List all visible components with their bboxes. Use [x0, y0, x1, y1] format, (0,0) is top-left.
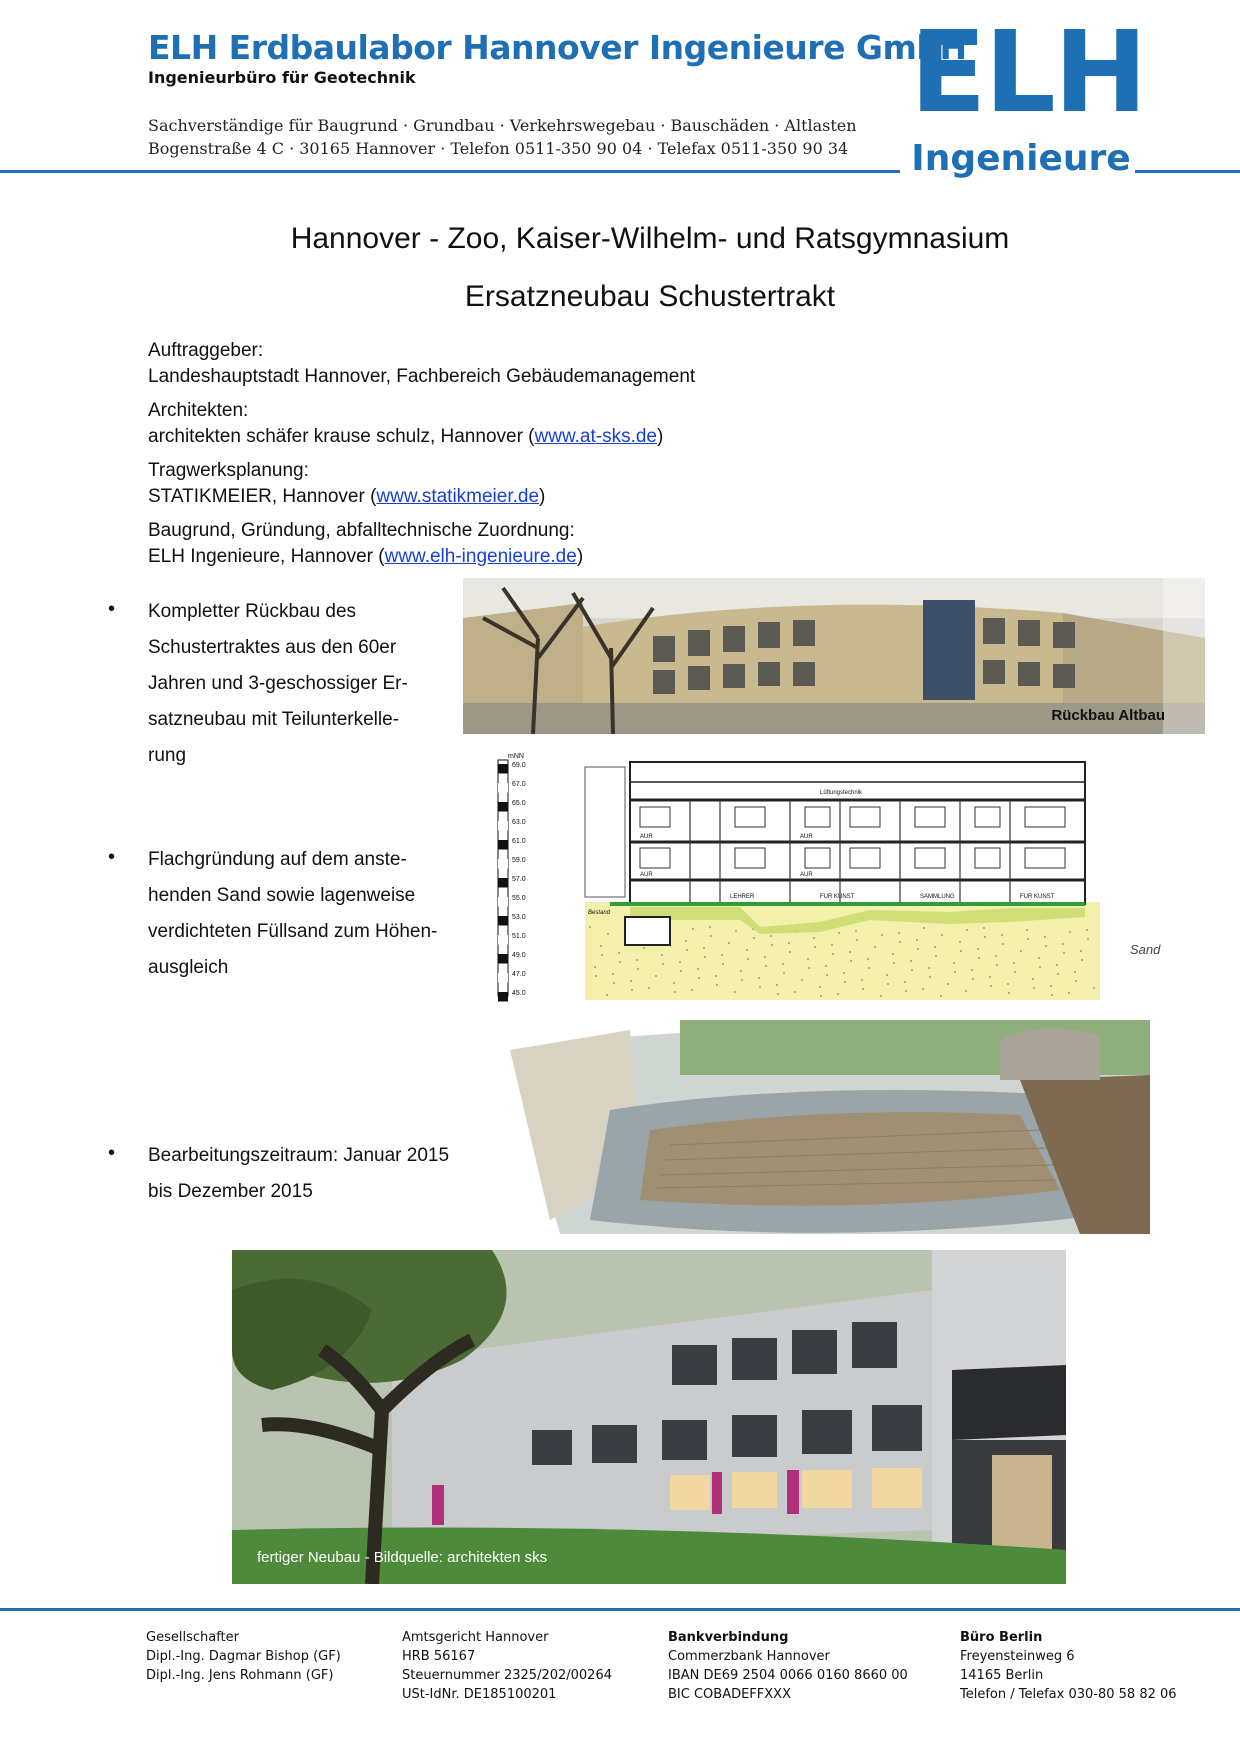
- soil-dot: [990, 985, 992, 987]
- soil-dot: [759, 986, 761, 988]
- soil-dot: [996, 964, 998, 966]
- scale-segment: [498, 954, 508, 964]
- soil-dot: [989, 976, 991, 978]
- soil-dot: [662, 963, 664, 965]
- soil-dot: [782, 963, 784, 965]
- soil-dot: [1093, 987, 1095, 989]
- soil-dot: [861, 979, 863, 981]
- header-rule-right: [1135, 170, 1240, 173]
- soil-dot: [613, 982, 615, 984]
- logo-sub: Ingenieure: [911, 138, 1131, 179]
- soil-dot: [661, 954, 663, 956]
- structural-text: STATIKMEIER, Hannover (: [148, 486, 377, 507]
- bullet-marker-3: •: [108, 1142, 116, 1164]
- soil-dot: [704, 956, 706, 958]
- soil-dot: [826, 974, 828, 976]
- footer-line: BIC COBADEFFXXX: [668, 1687, 791, 1702]
- logo-main: ELH: [910, 8, 1146, 138]
- bullet-line: satzneubau mit Teilunterkelle-: [148, 709, 400, 730]
- soil-dot: [814, 946, 816, 948]
- soil-dot: [960, 950, 962, 952]
- bullet-line: henden Sand sowie lagenweise: [148, 885, 416, 906]
- architects-block: [148, 398, 848, 450]
- scale-segment: [498, 802, 508, 812]
- soil-dot: [606, 994, 608, 996]
- soil-dot: [607, 933, 609, 935]
- bullet-line: Schustertraktes aus den 60er: [148, 637, 397, 658]
- room-label: FUR KUNST: [1020, 894, 1055, 900]
- footer-partners: [146, 1628, 341, 1685]
- soil-dot: [735, 930, 737, 932]
- soil-dot: [1045, 945, 1047, 947]
- soil-dot: [843, 972, 845, 974]
- soil-dot: [983, 927, 985, 929]
- soil-dot: [777, 993, 779, 995]
- scale-unit: mNN: [508, 753, 524, 760]
- caption-demolition: Rückbau Altbau: [1051, 707, 1165, 724]
- soil-dot: [619, 961, 621, 963]
- soil-dot: [789, 951, 791, 953]
- soil-dot: [734, 991, 736, 993]
- footer-line: Freyensteinweg 6: [960, 1649, 1075, 1664]
- soil-dot: [691, 989, 693, 991]
- soil-dot: [710, 935, 712, 937]
- bullet-marker-2: •: [108, 846, 116, 868]
- soil-dot: [923, 927, 925, 929]
- soil-dot: [850, 960, 852, 962]
- bullet-line: Flachgründung auf dem anste-: [148, 849, 407, 870]
- soil-dot: [922, 988, 924, 990]
- architects-link[interactable]: www.at-sks.de: [534, 426, 657, 447]
- soil-dot: [856, 939, 858, 941]
- architects-close: ): [657, 426, 664, 447]
- scale-segment: [498, 992, 508, 1002]
- soil-dot: [940, 995, 942, 997]
- soil-dot: [1062, 943, 1064, 945]
- page-title: Hannover - Zoo, Kaiser-Wilhelm- und Ratsgymnasium: [290, 222, 1010, 255]
- soil-dot: [844, 981, 846, 983]
- footer-heading: Bankverbindung: [668, 1630, 789, 1645]
- bullet-period: [148, 1138, 468, 1210]
- room-label: AUR: [800, 872, 813, 878]
- soil-dot: [820, 995, 822, 997]
- room-label: SAMMLUNG: [920, 894, 955, 900]
- soil-dot: [618, 952, 620, 954]
- soil-dot: [673, 982, 675, 984]
- footer-line: Gesellschafter: [146, 1630, 239, 1645]
- scale-segment: [498, 821, 508, 831]
- footer-line: HRB 56167: [402, 1649, 476, 1664]
- footer-heading: Büro Berlin: [960, 1630, 1043, 1645]
- photo-excavation: [500, 1020, 1150, 1234]
- existing-label: Bestand: [588, 910, 611, 916]
- soil-dot: [904, 981, 906, 983]
- client-value: Landeshauptstadt Hannover, Fachbereich Gebäudemanagement: [148, 366, 696, 387]
- soil-dot: [1057, 973, 1059, 975]
- geotech-text: ELH Ingenieure, Hannover (: [148, 546, 385, 567]
- address-line: Bogenstraße 4 C · 30165 Hannover · Telefon 0511-350 90 04 · Telefax 0511-350 90 34: [148, 139, 849, 158]
- soil-dot: [977, 948, 979, 950]
- soil-dot: [959, 941, 961, 943]
- bullet-line: rung: [148, 745, 187, 766]
- soil-dot: [747, 958, 749, 960]
- soil-dot: [776, 984, 778, 986]
- soil-dot: [1033, 987, 1035, 989]
- soil-dot: [1032, 978, 1034, 980]
- footer-line: USt-IdNr. DE185100201: [402, 1687, 557, 1702]
- company-subtitle: Ingenieurbüro für Geotechnik: [148, 68, 416, 87]
- soil-dot: [941, 934, 943, 936]
- soil-dot: [874, 946, 876, 948]
- soil-dot: [849, 951, 851, 953]
- soil-dot: [709, 926, 711, 928]
- scale-label: 67.0: [512, 781, 526, 788]
- soil-dot: [741, 979, 743, 981]
- photo-demolition: [463, 578, 1205, 734]
- soil-dot: [595, 975, 597, 977]
- soil-dot: [808, 967, 810, 969]
- soil-dot: [881, 934, 883, 936]
- soil-dot: [892, 953, 894, 955]
- soil-dot: [1027, 938, 1029, 940]
- soil-dot: [630, 980, 632, 982]
- soil-dot: [916, 939, 918, 941]
- structural-label: Tragwerksplanung:: [148, 460, 309, 481]
- soil-dot: [655, 975, 657, 977]
- soil-dot: [929, 976, 931, 978]
- scale-segment: [498, 973, 508, 983]
- soil-dot: [674, 991, 676, 993]
- soil-dot: [972, 978, 974, 980]
- soil-dot: [600, 945, 602, 947]
- soil-dot: [753, 937, 755, 939]
- structural-close: ): [539, 486, 546, 507]
- soil-dot: [905, 990, 907, 992]
- soil-dot: [886, 974, 888, 976]
- soil-dot: [1063, 952, 1065, 954]
- scale-label: 61.0: [512, 838, 526, 845]
- soil-dot: [636, 959, 638, 961]
- scale-label: 49.0: [512, 952, 526, 959]
- caption-new-building: fertiger Neubau - Bildquelle: architekten sks: [257, 1549, 548, 1566]
- soil-dot: [1080, 950, 1082, 952]
- room-label: FUR KUNST: [820, 894, 855, 900]
- soil-dot: [899, 941, 901, 943]
- soil-dot: [867, 958, 869, 960]
- soil-dot: [807, 958, 809, 960]
- soil-dot: [758, 977, 760, 979]
- soil-dot: [1008, 992, 1010, 994]
- soil-dot: [965, 990, 967, 992]
- scale-label: 59.0: [512, 857, 526, 864]
- soil-dot: [1056, 964, 1058, 966]
- soil-dot: [1069, 931, 1071, 933]
- soil-dot: [715, 975, 717, 977]
- room-label: AUR: [640, 872, 653, 878]
- soil-dot: [1001, 934, 1003, 936]
- soil-dot: [825, 965, 827, 967]
- soil-dot: [910, 960, 912, 962]
- scale-label: 53.0: [512, 914, 526, 921]
- architects-value: [148, 424, 848, 450]
- soil-dot: [880, 995, 882, 997]
- soil-dot: [746, 949, 748, 951]
- room-label: LEHRER: [730, 894, 755, 900]
- soil-dot: [594, 966, 596, 968]
- architects-text: architekten schäfer krause schulz, Hannover (: [148, 426, 535, 447]
- soil-dot: [601, 954, 603, 956]
- footer-rule: [0, 1608, 1240, 1611]
- soil-dot: [978, 957, 980, 959]
- section-drawing: [490, 752, 1210, 1004]
- scale-segment: [498, 764, 508, 774]
- scale-label: 55.0: [512, 895, 526, 902]
- bullet-foundation: [148, 842, 468, 986]
- soil-dot: [971, 969, 973, 971]
- soil-dot: [716, 984, 718, 986]
- scale-label: 65.0: [512, 800, 526, 807]
- bullet-marker-1: •: [108, 598, 116, 620]
- footer-line: IBAN DE69 2504 0066 0160 8660 00: [668, 1668, 908, 1683]
- soil-dot: [1007, 983, 1009, 985]
- geotech-block: [148, 518, 848, 570]
- footer-bank: [668, 1628, 908, 1704]
- soil-dot: [953, 962, 955, 964]
- scale-label: 47.0: [512, 971, 526, 978]
- photo-new-building-graphic: [232, 1250, 1066, 1584]
- soil-dot: [898, 932, 900, 934]
- soil-dot: [862, 988, 864, 990]
- scale-segment: [498, 878, 508, 888]
- soil-dot: [589, 926, 591, 928]
- soil-dot: [1044, 936, 1046, 938]
- company-name: ELH Erdbaulabor Hannover Ingenieure GmbH: [148, 28, 967, 67]
- soil-dot: [686, 949, 688, 951]
- soil-dot: [1002, 943, 1004, 945]
- soil-dot: [893, 962, 895, 964]
- scale-segment: [498, 897, 508, 907]
- footer-line: Dipl.-Ing. Dagmar Bishop (GF): [146, 1649, 341, 1664]
- soil-dot: [928, 967, 930, 969]
- scale-label: 69.0: [512, 762, 526, 769]
- architects-label: Architekten:: [148, 400, 249, 421]
- bullet-line: Jahren und 3-geschossiger Er-: [148, 673, 408, 694]
- footer-registry: [402, 1628, 612, 1704]
- geotech-label: Baugrund, Gründung, abfalltechnische Zuordnung:: [148, 520, 575, 541]
- bullet-line: Bearbeitungszeitraum: Januar 2015: [148, 1145, 450, 1166]
- bullet-line: verdichteten Füllsand zum Höhen-: [148, 921, 438, 942]
- geotech-link[interactable]: www.elh-ingenieure.de: [384, 546, 577, 567]
- structural-block: [148, 458, 848, 510]
- soil-dot: [954, 971, 956, 973]
- soil-dot: [771, 944, 773, 946]
- soil-dot: [819, 986, 821, 988]
- bullet-line: Kompletter Rückbau des: [148, 601, 357, 622]
- soil-dot: [911, 969, 913, 971]
- soil-dot: [679, 961, 681, 963]
- page-subtitle: Ersatzneubau Schustertrakt: [464, 280, 836, 313]
- soil-dot: [722, 963, 724, 965]
- soil-dot: [1020, 950, 1022, 952]
- soil-dot: [1050, 985, 1052, 987]
- soil-dot: [698, 977, 700, 979]
- roof-label: Lüftungstechnik: [820, 790, 863, 796]
- footer-line: 14165 Berlin: [960, 1668, 1044, 1683]
- scale-segment: [498, 840, 508, 850]
- soil-dot: [765, 965, 767, 967]
- soil-dot: [643, 947, 645, 949]
- scale-label: 51.0: [512, 933, 526, 940]
- soil-dot: [697, 968, 699, 970]
- bullet-demolition: [148, 594, 468, 774]
- soil-dot: [685, 940, 687, 942]
- services-line: Sachverständige für Baugrund · Grundbau · Verkehrswegebau · Bauschäden · Altlasten: [148, 116, 857, 135]
- soil-dot: [1074, 971, 1076, 973]
- soil-dot: [637, 968, 639, 970]
- soil-dot: [1038, 957, 1040, 959]
- soil-dot: [838, 932, 840, 934]
- soil-dot: [721, 954, 723, 956]
- soil-dot: [1075, 980, 1077, 982]
- footer-line: Steuernummer 2325/202/00264: [402, 1668, 612, 1683]
- header-rule-left: [0, 170, 900, 173]
- soil-dot: [801, 979, 803, 981]
- soil-dot: [740, 970, 742, 972]
- soil-dot: [612, 973, 614, 975]
- scale-label: 45.0: [512, 990, 526, 997]
- soil-dot: [917, 948, 919, 950]
- photo-new-building: [232, 1250, 1066, 1584]
- footer-line: Telefon / Telefax 030-80 58 82 06: [960, 1687, 1177, 1702]
- scale-label: 63.0: [512, 819, 526, 826]
- soil-dot: [788, 942, 790, 944]
- scale-segment: [498, 935, 508, 945]
- geotech-value: [148, 544, 848, 570]
- soil-dot: [703, 947, 705, 949]
- soil-dot: [934, 946, 936, 948]
- soil-dot: [1039, 966, 1041, 968]
- footer-line: Commerzbank Hannover: [668, 1649, 830, 1664]
- soil-dot: [832, 953, 834, 955]
- structural-link[interactable]: www.statikmeier.de: [376, 486, 540, 507]
- scale-segment: [498, 859, 508, 869]
- bullet-line: ausgleich: [148, 957, 229, 978]
- soil-dot: [1051, 994, 1053, 996]
- soil-dot: [692, 928, 694, 930]
- soil-dot: [855, 930, 857, 932]
- scale-segment: [498, 916, 508, 926]
- room-label: AUR: [800, 834, 813, 840]
- soil-dot: [947, 983, 949, 985]
- client-block: [148, 338, 848, 390]
- footer-line: Dipl.-Ing. Jens Rohmann (GF): [146, 1668, 334, 1683]
- client-label: Auftraggeber:: [148, 340, 264, 361]
- soil-dot: [837, 993, 839, 995]
- soil-dot: [728, 942, 730, 944]
- soil-dot: [648, 987, 650, 989]
- soil-dot: [984, 936, 986, 938]
- soil-dot: [1014, 971, 1016, 973]
- footer-line: Amtsgericht Hannover: [402, 1630, 549, 1645]
- soil-dot: [794, 991, 796, 993]
- soil-dot: [1068, 992, 1070, 994]
- soil-dot: [770, 935, 772, 937]
- soil-dot: [831, 944, 833, 946]
- soil-dot: [1026, 929, 1028, 931]
- scale-label: 57.0: [512, 876, 526, 883]
- room-label: AUR: [640, 834, 653, 840]
- soil-dot: [764, 956, 766, 958]
- structural-value: [148, 484, 848, 510]
- soil-dot: [1087, 938, 1089, 940]
- soil-dot: [813, 937, 815, 939]
- scale-segment: [498, 783, 508, 793]
- soil-dot: [887, 983, 889, 985]
- section-drawing-graphic: [490, 752, 1210, 1004]
- soil-dot: [1086, 929, 1088, 931]
- soil-dot: [680, 970, 682, 972]
- soil-dot: [1013, 962, 1015, 964]
- soil-dot: [995, 955, 997, 957]
- bullet-line: bis Dezember 2015: [148, 1181, 313, 1202]
- soil-dot: [868, 967, 870, 969]
- soil-dot: [631, 989, 633, 991]
- soil-dot: [935, 955, 937, 957]
- soil-label: Sand: [1130, 942, 1161, 957]
- geotech-close: ): [576, 546, 584, 567]
- photo-excavation-graphic: [500, 1020, 1150, 1234]
- footer-berlin: [960, 1628, 1177, 1704]
- soil-dot: [966, 929, 968, 931]
- soil-dot: [1081, 959, 1083, 961]
- soil-dot: [783, 972, 785, 974]
